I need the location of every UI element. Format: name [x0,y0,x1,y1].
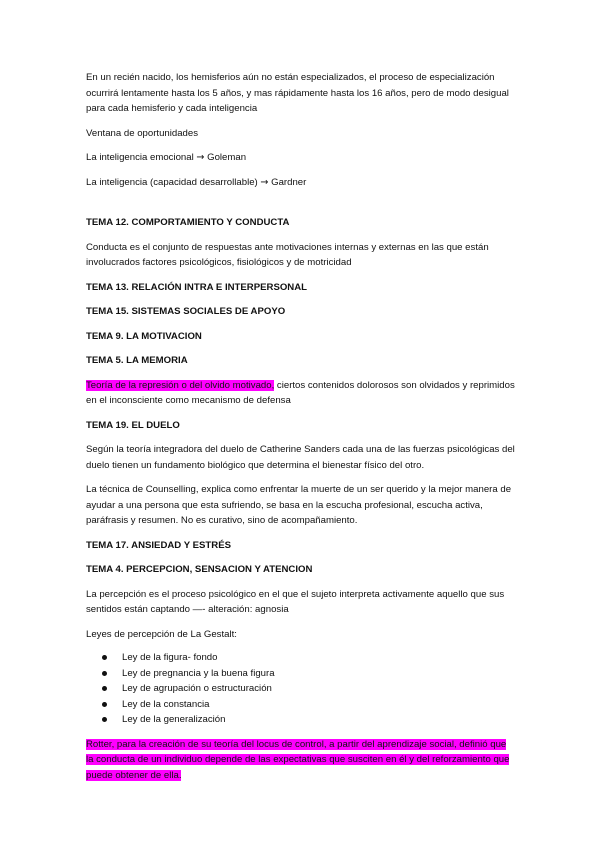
ventana-line: Ventana de oportunidades [86,127,199,139]
tema17-heading: TEMA 17. ANSIEDAD Y ESTRÉS [86,539,232,551]
tema12-body: Conducta es el conjunto de respuestas ante motivaciones internas y externas en las que están involucrados factores psicológicos, fisiológicos y de motricidad [86,241,489,268]
inteligencia-emocional-line [86,150,516,166]
tema19-paragraph-2: La técnica de Counselling, explica como enfrentar la muerte de un ser querido y la mejor manera de ayudar a una persona que esta sufriendo, se basa en la escucha profesional, escucha activa, paráfrasis y resumen. No es curativo, sino de acompañamiento. [86,484,512,526]
list-item [86,712,516,728]
tema5-heading: TEMA 5. LA MEMORIA [86,355,188,366]
list-item-text: Ley de pregnancia y la buena figura [122,667,275,679]
tema15-heading: TEMA 15. SISTEMAS SOCIALES DE APOYO [86,306,286,317]
tema9-heading: TEMA 9. LA MOTIVACION [86,330,202,342]
arrow-right-icon: → [260,176,269,188]
represion-highlight: Teoría de la represión o del olvido motivado, [86,379,275,391]
document-content [86,70,516,783]
gardner-text: Gardner [271,176,307,188]
inteligencia-emocional-text: La inteligencia emocional [86,152,194,163]
tema19-paragraph-1: Según la teoría integradora del duelo de Catherine Sanders cada una de las fuerzas psicológicas del duelo tienen un fundamento biológico que determina el bienestar físico del otro. [86,444,515,471]
intro-paragraph: En un recién nacido, los hemisferios aún no están especializados, el proceso de especialización ocurrirá lentamente hasta los 5 años, y mas rápidamente hasta los 16 años, pero de modo desigual para cada hemisferio y cada inteligencia [86,72,509,114]
gestalt-intro: Leyes de percepción de La Gestalt: [86,628,237,640]
bullet-icon [102,655,107,660]
tema19-heading: TEMA 19. EL DUELO [86,419,180,431]
list-item [86,681,516,697]
inteligencia-capacidad-line [86,175,516,191]
bullet-icon [102,717,107,722]
gestalt-laws-list [86,650,516,728]
tema4-body: La percepción es el proceso psicológico en el que el sujeto interpreta activamente aquello que sus sentidos están captando —- alteración: agnosia [86,588,505,615]
list-item-text: Ley de la figura- fondo [122,652,218,663]
list-item-text: Ley de la generalización [122,714,226,725]
bullet-icon [102,702,107,707]
list-item-text: Ley de agrupación o estructuración [122,683,272,694]
tema13-heading: TEMA 13. RELACIÓN INTRA E INTERPERSONAL [86,281,308,293]
tema12-heading: TEMA 12. COMPORTAMIENTO Y CONDUCTA [86,217,290,228]
tema5-body [86,378,516,409]
inteligencia-capacidad-text: La inteligencia (capacidad desarrollable) [86,176,258,188]
arrow-right-icon: → [196,152,205,163]
bullet-icon [102,671,107,676]
list-item [86,697,516,713]
list-item-text: Ley de la constancia [122,698,210,710]
goleman-text: Goleman [207,152,247,163]
tema4-heading: TEMA 4. PERCEPCION, SENSACION Y ATENCION [86,564,313,575]
bullet-icon [102,686,107,691]
rotter-paragraph [86,737,516,784]
list-item [86,666,516,682]
rotter-highlight: Rotter, para la creación de su teoría del locus de control, a partir del aprendizaje social, definió que la conducta de un individuo depende de las expectativas que susciten en él y del reforzamiento que puede obtener de ella. [86,738,510,781]
list-item [86,650,516,666]
represion-rest: ciertos contenidos dolorosos son olvidados y reprimidos en el inconsciente como mecanismo de defensa [86,379,515,406]
